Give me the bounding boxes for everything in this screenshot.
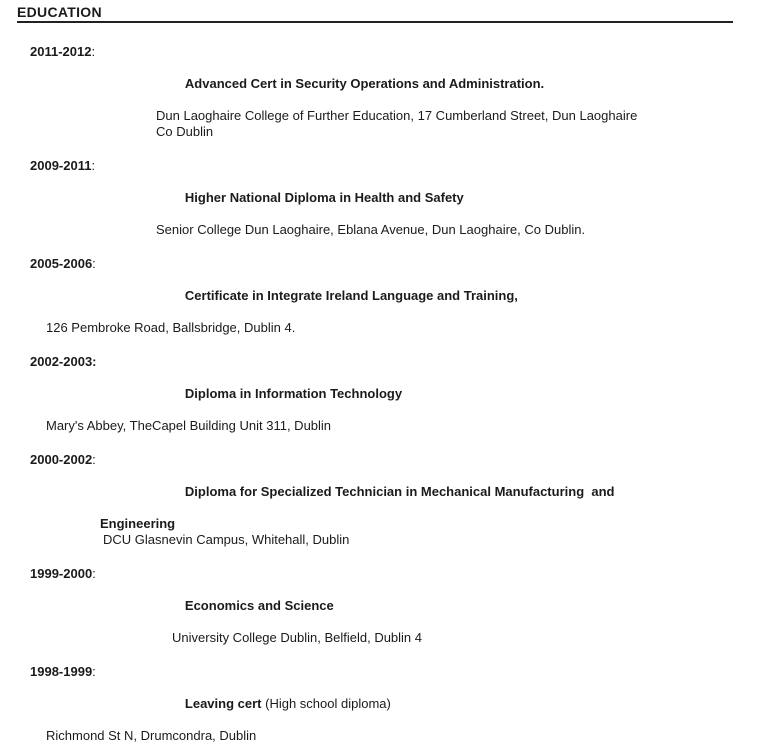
entry-title-line [0, 158, 760, 222]
section-heading-rule [17, 4, 733, 23]
entry-institution-line: University College Dublin, Belfield, Dublin 4 [172, 630, 423, 645]
education-entry [0, 664, 760, 744]
entry-institution-line: Richmond St N, Drumcondra, Dublin [46, 728, 257, 743]
entry-dates-text: 2000-2002 [30, 452, 93, 467]
entry-institution-line: 126 Pembroke Road, Ballsbridge, Dublin 4. [46, 320, 296, 335]
entry-title-line [0, 44, 760, 108]
entry-date-range [30, 664, 96, 680]
section-heading: EDUCATION [17, 4, 102, 20]
education-entry [0, 452, 760, 548]
entry-date-range [30, 566, 96, 582]
education-entry [0, 354, 760, 434]
entry-dates-text: 1999-2000 [30, 566, 93, 581]
entry-institution-line: Co Dublin [156, 124, 214, 139]
entry-dates-colon: : [92, 452, 96, 467]
entry-date-range [30, 44, 95, 60]
entry-date-range [30, 158, 95, 174]
entry-date-range [30, 452, 96, 468]
entry-dates-text: 2002-2003: [30, 354, 97, 369]
entry-degree-title-group [185, 696, 391, 712]
entry-dates-colon: : [91, 158, 96, 173]
education-entry [0, 44, 760, 140]
entry-degree-title-wrap: Engineering [100, 516, 176, 531]
entry-title-line [0, 256, 760, 320]
entry-dates-text: 2009-2011 [30, 158, 92, 173]
entry-institution-line: Dun Laoghaire College of Further Education, 17 Cumberland Street, Dun Laoghaire [156, 108, 638, 123]
entry-dates-text: 1998-1999 [30, 664, 93, 679]
entry-degree-title: Leaving cert [184, 696, 262, 711]
entry-institution-line: Senior College Dun Laoghaire, Eblana Avenue, Dun Laoghaire, Co Dublin. [156, 222, 586, 237]
entry-degree-title: Economics and Science [184, 598, 334, 613]
entry-dates-text: 2011-2012 [30, 44, 92, 59]
entry-institution-line: DCU Glasnevin Campus, Whitehall, Dublin [103, 532, 350, 547]
education-entry [0, 158, 760, 238]
cv-document [0, 4, 760, 743]
entry-dates-colon: : [91, 44, 96, 59]
entry-degree-title: Certificate in Integrate Ireland Language and Training, [184, 288, 518, 303]
entry-date-range [30, 354, 97, 370]
entry-dates-colon: : [92, 664, 96, 679]
education-section [0, 44, 760, 744]
education-entry [0, 566, 760, 646]
entry-title-line [0, 354, 760, 418]
entry-degree-title: Advanced Cert in Security Operations and Administration. [184, 76, 545, 91]
entry-dates-colon: : [92, 566, 96, 581]
entry-date-range [30, 256, 96, 272]
entry-dates-colon: : [92, 256, 96, 271]
entry-dates-text: 2005-2006 [30, 256, 93, 271]
entry-degree-title: Diploma for Specialized Technician in Mechanical Manufacturing and [184, 484, 615, 499]
entry-title-line [0, 664, 760, 728]
entry-title-line [0, 566, 760, 630]
entry-degree-title: Diploma in Information Technology [184, 386, 403, 401]
education-entry [0, 256, 760, 336]
entry-degree-title: Higher National Diploma in Health and Safety [184, 190, 464, 205]
entry-title-line [0, 452, 760, 516]
entry-institution-line: Mary's Abbey, TheCapel Building Unit 311, Dublin [46, 418, 332, 433]
entry-title-note: (High school diploma) [261, 696, 391, 711]
